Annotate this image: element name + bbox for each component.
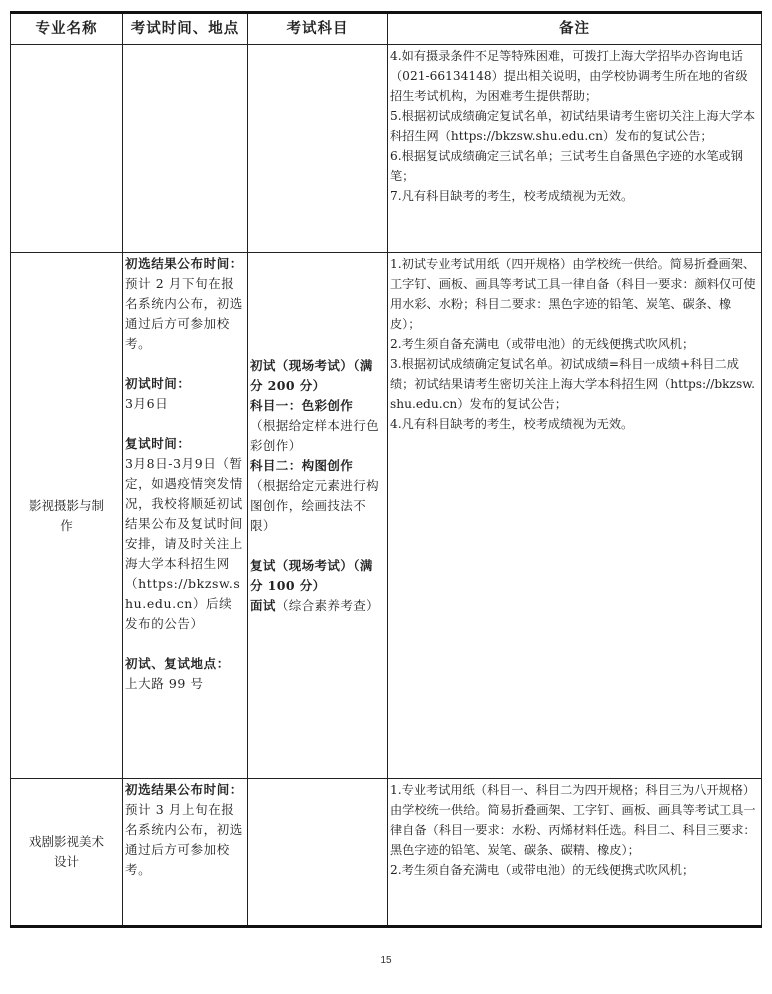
note-item: 1.初试专业考试用纸（四开规格）由学校统一供给。简易折叠画架、工字钉、画板、画具等考试工具一律自备（科目一要求：颜料仅可使用水彩、水粉；科目二要求：黑色字迹的铅笔、炭笔、碳条、橡皮）；	[390, 257, 756, 331]
major-cell	[11, 45, 123, 253]
header-subject: 考试科目	[248, 13, 388, 45]
note-item: 3.根据初试成绩确定复试名单。初试成绩=科目一成绩+科目二成绩；初试结果请考生密切关注上海大学本科招生网（https://bkzsw.shu.edu.cn）发布的复试公告；	[390, 357, 756, 411]
subject-desc: （根据给定样本进行色彩创作）	[250, 417, 380, 453]
time-text: 3月6日	[125, 396, 169, 411]
note-item: 4.如有摄录条件不足等特殊困难，可拨打上海大学招毕办咨询电话（021-66134148）提出相关说明，由学校协调考生所在地的省级招生考试机构，为困难考生提供帮助；	[390, 49, 748, 103]
time-heading: 初选结果公布时间：	[125, 256, 243, 271]
table-row	[11, 45, 762, 253]
major-cell: 戏剧影视美术设计	[11, 779, 123, 927]
header-row	[11, 13, 762, 45]
subject-desc	[250, 596, 385, 616]
time-text: 3月8日-3月9日（暂定，如遇疫情突发情况，我校将顺延初试结果公布及复试时间安排，请及时关注上海大学本科招生网（https://bkzsw.shu.edu.cn）后续发布的公告）	[125, 456, 243, 631]
notes-cell	[388, 253, 762, 779]
note-item: 7.凡有科目缺考的考生，校考成绩视为无效。	[390, 189, 634, 203]
header-notes: 备注	[388, 13, 762, 45]
subject-desc: （根据给定元素进行构图创作，绘画技法不限）	[250, 477, 380, 533]
time-text: 预计 3 月上旬在报名系统内公布，初选通过后方可参加校考。	[125, 802, 243, 877]
time-cell	[123, 779, 248, 927]
subject-cell	[248, 45, 388, 253]
header-major: 专业名称	[11, 13, 123, 45]
note-item: 4.凡有科目缺考的考生，校考成绩视为无效。	[390, 417, 634, 431]
note-item: 2.考生须自备充满电（或带电池）的无线便携式吹风机；	[390, 337, 695, 351]
page-number: 15	[380, 955, 392, 966]
notes-cell	[388, 779, 762, 927]
subject-heading: 复试（现场考试）（满分 100 分）	[250, 557, 373, 593]
note-item: 2.考生须自备充满电（或带电池）的无线便携式吹风机；	[390, 863, 695, 877]
subject-heading: 初试（现场考试）（满分 200 分）	[250, 357, 373, 393]
time-heading: 初试时间：	[125, 376, 191, 391]
subject-cell	[248, 779, 388, 927]
time-heading: 初试、复试地点：	[125, 656, 230, 671]
note-item: 6.根据复试成绩确定三试名单；三试考生自备黑色字迹的水笔或钢笔；	[390, 149, 743, 183]
table-row	[11, 779, 762, 927]
subject-desc-text: （综合素养考查）	[275, 597, 380, 613]
time-cell	[123, 253, 248, 779]
time-heading: 初选结果公布时间：	[125, 782, 243, 797]
exam-table	[10, 11, 762, 928]
notes-cell	[388, 45, 762, 253]
time-cell	[123, 45, 248, 253]
note-item: 1.专业考试用纸（科目一、科目二为四开规格；科目三为八开规格）由学校统一供给。简易折叠画架、工字钉、画板、画具等考试工具一律自备（科目一要求：水粉、丙烯材料任选。科目二、科目三要求：黑色字迹的铅笔、炭笔、碳条、碳精、橡皮）；	[390, 783, 756, 857]
subject-name: 科目一：色彩创作	[250, 397, 354, 413]
subject-name: 科目二：构图创作	[250, 457, 354, 473]
table-row	[11, 253, 762, 779]
time-heading: 复试时间：	[125, 436, 191, 451]
time-text: 上大路 99 号	[125, 676, 204, 691]
subject-cell	[248, 253, 388, 779]
subject-name: 面试	[250, 597, 276, 613]
note-item: 5.根据初试成绩确定复试名单，初试结果请考生密切关注上海大学本科招生网（https://bkzsw.shu.edu.cn）发布的复试公告；	[390, 109, 756, 143]
header-time-place: 考试时间、地点	[123, 13, 248, 45]
major-cell: 影视摄影与制作	[11, 253, 123, 779]
time-text: 预计 2 月下旬在报名系统内公布，初选通过后方可参加校考。	[125, 276, 243, 351]
